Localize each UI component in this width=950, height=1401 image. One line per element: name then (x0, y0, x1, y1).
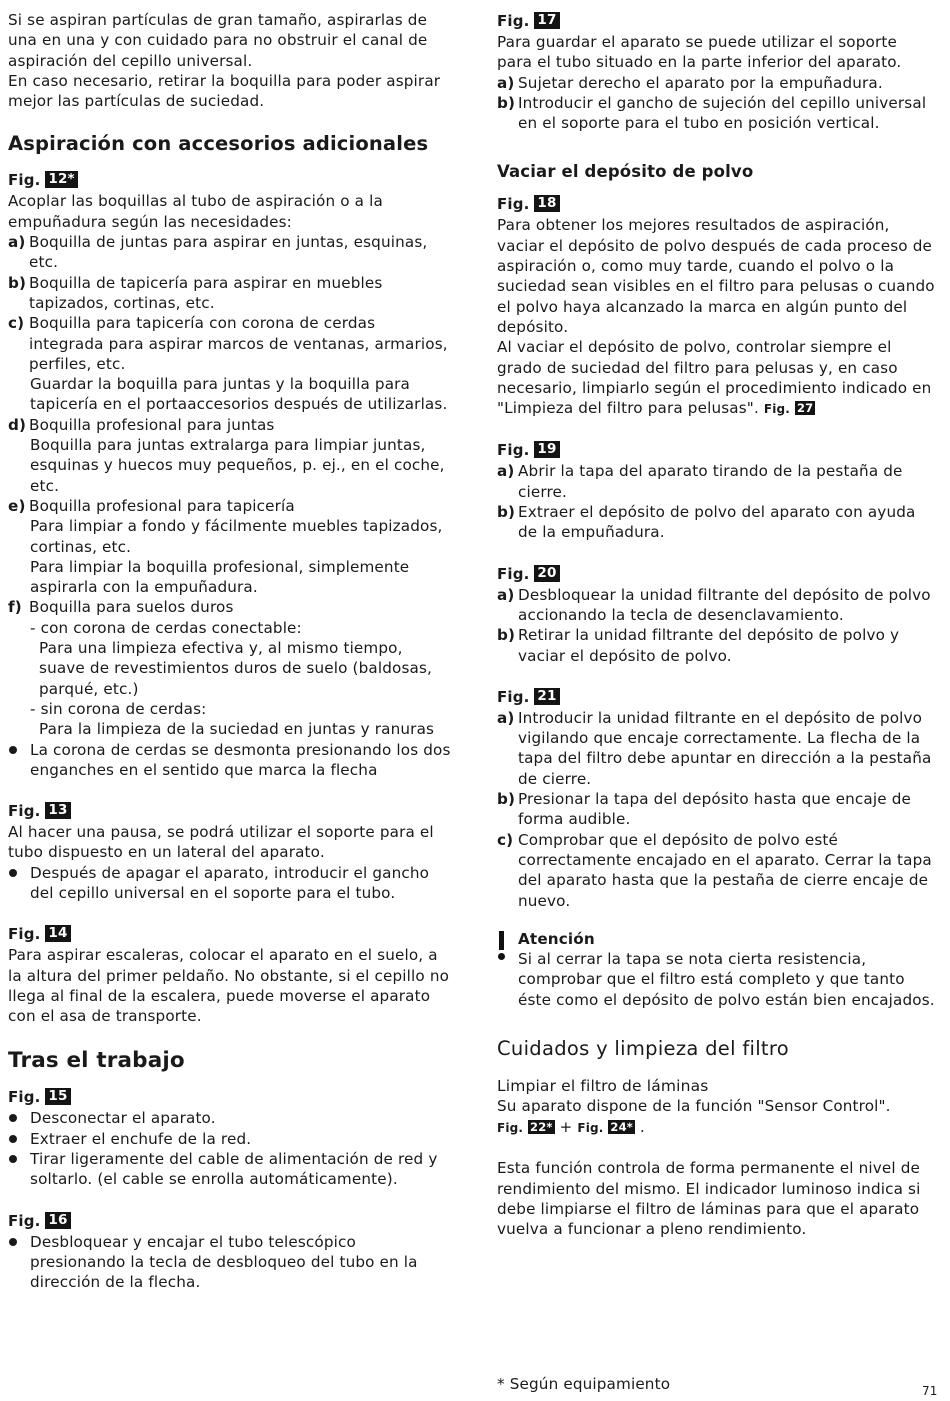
item-label: e) (8, 496, 26, 515)
item-label: b) (497, 790, 516, 809)
fig17-text: Para guardar el aparato se puede utilizar el soporte para el tubo situado en la parte inferior del aparato. (497, 33, 902, 72)
bullet-dot-icon (8, 1149, 30, 1190)
heading-cuidados: Cuidados y limpieza del filtro (497, 1036, 789, 1060)
bullet-dot-icon (8, 1108, 30, 1128)
fig13-text: Al hacer una pausa, se podrá utilizar el soporte para el tubo dispuesto en un lateral del aparato. (8, 823, 434, 862)
fig-number-badge: 16 (45, 1212, 70, 1229)
fig-number-badge: 24* (610, 1120, 633, 1135)
item-f-dash-2-text: Para la limpieza de la suciedad en juntas y ranuras (39, 720, 435, 739)
fig-label: Fig. (497, 12, 530, 30)
list-item-a (497, 585, 937, 626)
attention-title: Atención (518, 929, 595, 948)
fig-number-badge: 14 (45, 925, 70, 942)
item-label: a) (497, 708, 515, 727)
fig-number-badge: 12* (45, 171, 77, 188)
right-column (497, 10, 937, 1239)
item-label: f) (8, 598, 22, 617)
fig-ref-19 (497, 439, 937, 461)
attention-body (518, 929, 937, 1010)
list-item-b (8, 273, 453, 314)
fig-number-badge: 13 (45, 802, 70, 819)
fig-label: Fig. (497, 441, 530, 460)
fig-ref-20 (497, 563, 937, 585)
bullet-text: Extraer el enchufe de la red. (30, 1129, 252, 1148)
fig-ref-22-24 (497, 1116, 937, 1138)
item-label: b) (8, 273, 27, 292)
item-f-dash-2: - sin corona de cerdas: (30, 699, 207, 718)
bullet-item (8, 740, 453, 781)
item-text: Introducir la unidad filtrante en el depósito de polvo vigilando que encaje correctamente. La flecha de la tapa del filtro debe apuntar en dirección a la pestaña de cierre. (518, 708, 932, 788)
item-label: a) (497, 462, 515, 481)
item-label: b) (497, 93, 516, 112)
item-text: Introducir el gancho de sujeción del cepillo universal en el soporte para el tubo en posición vertical. (518, 93, 927, 133)
fig-label: Fig. (8, 171, 41, 190)
list-item-a (497, 461, 937, 502)
bullet-dot-icon (8, 863, 30, 904)
item-text: Desbloquear la unidad filtrante del depósito de polvo accionando la tecla de desenclavamiento. (518, 585, 931, 624)
list-item-a (497, 708, 937, 789)
list-item-a (497, 73, 937, 93)
list-item-c (497, 830, 937, 911)
fig-number-badge: 21 (534, 688, 559, 705)
deposito-text-2-body: Al vaciar el depósito de polvo, controlar siempre el grado de suciedad del filtro para pelusas y, en caso necesario, limpiarlo según el procedimiento indicado en "Limpieza del filtro para pelusas". (497, 338, 932, 418)
fig-label: Fig. (497, 564, 530, 583)
bullet-text: Desbloquear y encajar el tubo telescópico presionando la tecla de desbloqueo del tubo en la dirección de la flecha. (30, 1232, 418, 1292)
fig-ref-13 (8, 800, 453, 822)
deposito-text-2 (497, 337, 937, 419)
bullet-item (8, 1129, 453, 1149)
item-label: c) (497, 830, 514, 849)
item-f-dash-1-text: Para una limpieza efectiva y, al mismo tiempo, suave de revestimientos duros de suelo (baldosas, parqué, etc.) (39, 639, 433, 698)
list-item-e (8, 496, 453, 516)
item-e-extra-1: Para limpiar a fondo y fácilmente muebles tapizados, cortinas, etc. (30, 517, 443, 556)
fig-number-badge: 27 (796, 401, 814, 416)
accesorios-text: Acoplar las boquillas al tubo de aspiración o a la empuñadura según las necesidades: (8, 192, 383, 231)
fig-number-badge: 19 (534, 441, 559, 458)
item-label: b) (497, 626, 516, 645)
bullet-text: Desconectar el aparato. (30, 1109, 216, 1128)
fig-ref-15 (8, 1086, 453, 1108)
fig-label: Fig. (8, 1088, 41, 1107)
list-item-b (497, 93, 937, 134)
period: . (639, 1118, 645, 1137)
fig-number-badge: 22* (530, 1120, 553, 1135)
item-text: Retirar la unidad filtrante del depósito de polvo y vaciar el depósito de polvo. (518, 626, 900, 665)
item-text: Boquilla de juntas para aspirar en juntas, esquinas, etc. (29, 233, 428, 272)
list-item-d (8, 415, 453, 435)
attention-notice (497, 929, 937, 1010)
fig-ref-17 (497, 10, 937, 32)
item-d-extra: Boquilla para juntas extralarga para limpiar juntas, esquinas y huecos muy pequeños, p. ej., en el coche, etc. (30, 436, 445, 495)
item-label: c) (8, 314, 25, 333)
fig-ref-14 (8, 923, 453, 945)
fig14-text: Para aspirar escaleras, colocar el aparato en el suelo, a la altura del primer peldaño. No obstante, si el cepillo no llega al final de la escalera, puede moverse el aparato con el asa de transporte. (8, 946, 450, 1026)
fig-number-badge: 20 (534, 565, 559, 582)
fig-label: Fig. (8, 802, 41, 821)
fig-label: Fig. (763, 402, 790, 417)
bullet-dot-icon (8, 1129, 30, 1149)
bullet-text: La corona de cerdas se desmonta presionando los dos enganches en el sentido que marca la flecha (30, 740, 451, 779)
list-item-f (8, 597, 453, 617)
intro-paragraph-2: En caso necesario, retirar la boquilla para poder aspirar mejor las partículas de suciedad. (8, 71, 441, 111)
bullet-text: Tirar ligeramente del cable de alimentación de red y soltarlo. (el cable se enrolla automáticamente). (30, 1150, 438, 1189)
item-label: a) (497, 585, 515, 604)
item-f-dash-1: - con corona de cerdas conectable: (30, 618, 302, 637)
heading-vaciar-deposito: Vaciar el depósito de polvo (497, 162, 754, 182)
list-item-b (497, 789, 937, 830)
fig-label: Fig. (497, 195, 530, 214)
heading-tras-el-trabajo: Tras el trabajo (8, 1048, 185, 1074)
fig-number-badge: 15 (45, 1088, 70, 1105)
exclamation-icon (497, 929, 518, 1010)
item-text: Boquilla de tapicería para aspirar en muebles tapizados, cortinas, etc. (29, 273, 383, 312)
item-text: Sujetar derecho el aparato por la empuñadura. (518, 73, 883, 92)
fig-ref-16 (8, 1210, 453, 1232)
item-text: Boquilla profesional para tapicería (29, 496, 295, 515)
subheading-filtro-laminas: Limpiar el filtro de láminas (497, 1076, 709, 1095)
list-item-a (8, 232, 453, 273)
bullet-dot-icon (8, 1232, 30, 1293)
bullet-item (8, 1108, 453, 1128)
page-number: 71 (922, 1384, 938, 1398)
attention-text: Si al cerrar la tapa se nota cierta resistencia, comprobar que el filtro está completo y que tanto éste como el depósito de polvo están bien encajados. (518, 950, 935, 1009)
plus-sign: + (559, 1118, 573, 1137)
bullet-item (8, 1149, 453, 1190)
fig-label: Fig. (577, 1121, 604, 1136)
item-label: b) (497, 503, 516, 522)
bullet-text: Después de apagar el aparato, introducir el gancho del cepillo universal en el soporte para el tubo. (30, 863, 430, 902)
item-e-extra-2: Para limpiar la boquilla profesional, simplemente aspirarla con la empuñadura. (30, 557, 410, 597)
item-c-extra: Guardar la boquilla para juntas y la boquilla para tapicería en el portaaccesorios después de utilizarlas. (30, 375, 448, 414)
item-label: a) (8, 233, 26, 252)
bullet-item (8, 863, 453, 904)
fig-ref-12 (8, 169, 453, 191)
fig-number-badge: 18 (534, 195, 559, 212)
fig-ref-18 (497, 193, 937, 215)
fig-label: Fig. (8, 1211, 41, 1230)
intro-paragraph-1: Si se aspiran partículas de gran tamaño, aspirarlas de una en una y con cuidado para no obstruir el canal de aspiración del cepillo universal. (8, 11, 428, 70)
fig-label: Fig. (497, 1121, 524, 1136)
bullet-dot-icon (8, 740, 30, 781)
fig-label: Fig. (8, 925, 41, 944)
bullet-item (8, 1232, 453, 1293)
item-text: Presionar la tapa del depósito hasta que encaje de forma audible. (518, 790, 911, 829)
item-text: Extraer el depósito de polvo del aparato con ayuda de la empuñadura. (518, 503, 916, 542)
item-text: Comprobar que el depósito de polvo esté correctamente encajado en el aparato. Cerrar la tapa del aparato hasta que la pestaña de cierre encaje de nuevo. (518, 830, 932, 910)
item-text: Boquilla para suelos duros (29, 598, 234, 617)
item-text: Abrir la tapa del aparato tirando de la pestaña de cierre. (518, 462, 903, 501)
deposito-text-1: Para obtener los mejores resultados de aspiración, vaciar el depósito de polvo después de cada proceso de aspiración o, como muy tarde, cuando el polvo o la suciedad sean visibles en el filtro para pelusas o cuando el polvo haya alcanzado la marca en algún punto del depósito. (497, 216, 935, 336)
cuidados-text-2: Esta función controla de forma permanente el nivel de rendimiento del mismo. El indicador luminoso indica si debe limpiarse el filtro de láminas para que el aparato vuelva a funcionar a pleno rendimiento. (497, 1159, 921, 1239)
list-item-b (497, 502, 937, 543)
item-label: a) (497, 73, 515, 92)
fig-ref-21 (497, 686, 937, 708)
fig-label: Fig. (497, 687, 530, 706)
item-text: Boquilla para tapicería con corona de cerdas integrada para aspirar marcos de ventanas, armarios, perfiles, etc. (29, 314, 448, 373)
item-label: d) (8, 415, 27, 434)
list-item-c (8, 313, 453, 374)
footnote: * Según equipamiento (497, 1375, 671, 1393)
list-item-b (497, 625, 937, 666)
left-column (8, 10, 453, 1293)
item-text: Boquilla profesional para juntas (29, 415, 275, 434)
cuidados-text-1: Su aparato dispone de la función "Sensor Control". (497, 1096, 891, 1115)
heading-accesorios: Aspiración con accesorios adicionales (8, 132, 429, 156)
fig-number-badge: 17 (534, 12, 559, 29)
